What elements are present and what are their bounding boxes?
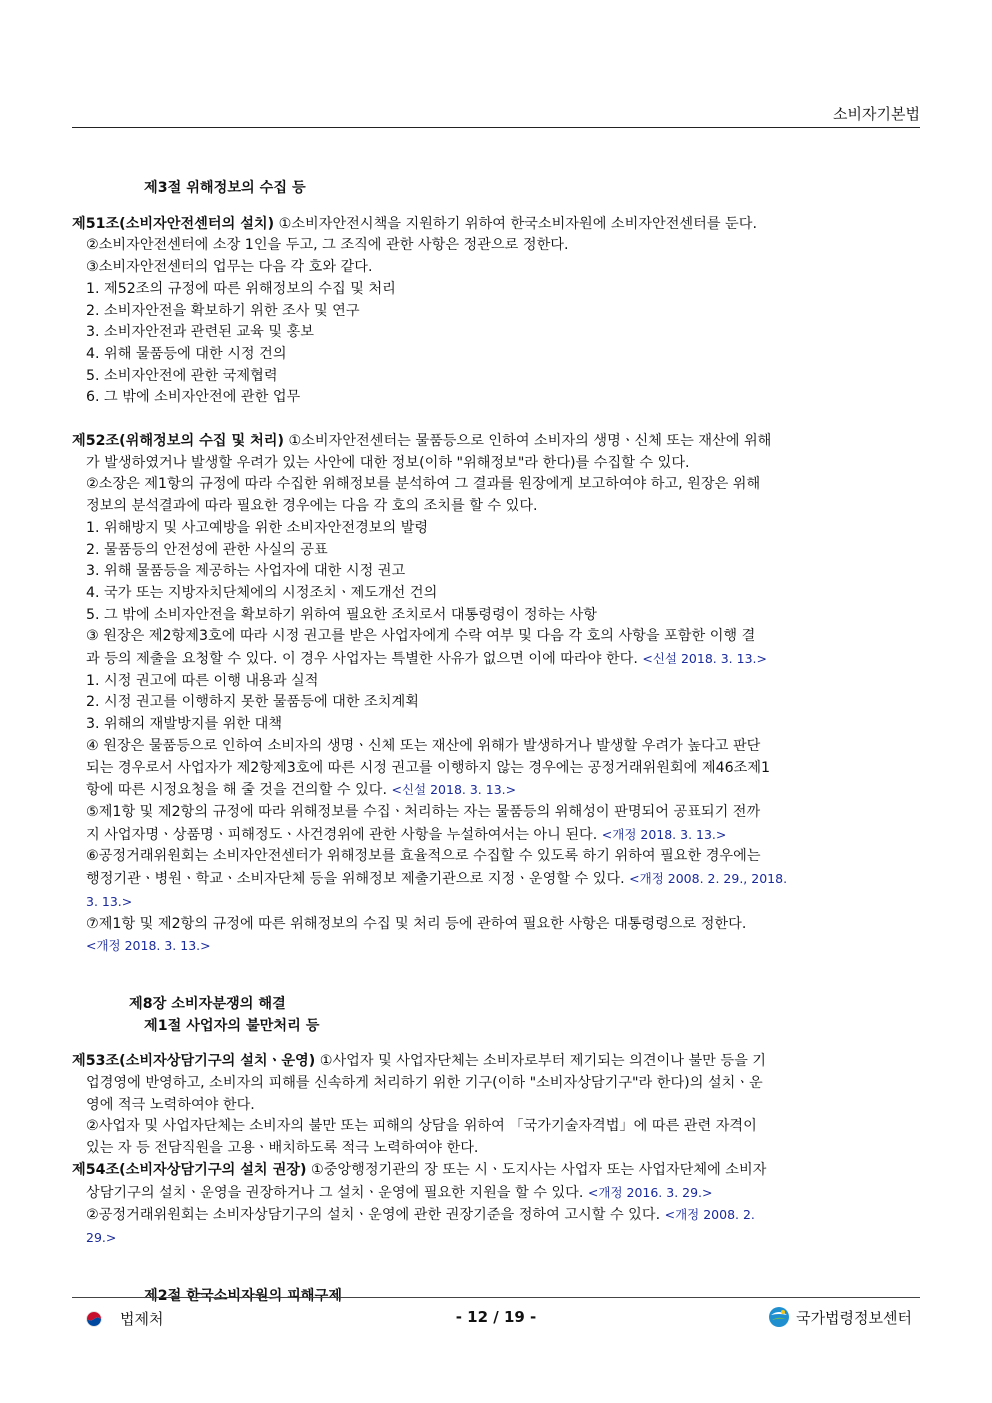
article-text: 3. 위해 물품등을 제공하는 사업자에 대한 시정 권고	[86, 563, 406, 580]
article-line	[72, 605, 920, 627]
article-text: 1. 시정 권고에 따른 이행 내용과 실적	[86, 672, 319, 689]
spacer	[72, 409, 920, 431]
article-text: 있는 자 등 전담직원을 고용ㆍ배치하도록 적극 노력하여야 한다.	[86, 1140, 479, 1157]
article-line	[72, 279, 920, 301]
article-line	[72, 1138, 920, 1160]
article-text: 4. 위해 물품등에 대한 시정 건의	[86, 345, 287, 362]
article-text: ②사업자 및 사업자단체는 소비자의 불만 또는 피해의 상담을 위하여 「국가기술자격법」에 따른 관련 자격이	[86, 1118, 757, 1135]
article-text: 1. 위해방지 및 사고예방을 위한 소비자안전경보의 발령	[86, 519, 429, 536]
article-text: 3. 소비자안전과 관련된 교육 및 홍보	[86, 324, 314, 341]
article	[72, 214, 920, 409]
footer-rule	[72, 1297, 920, 1298]
article-line	[72, 846, 920, 868]
article-text: ②소비자안전센터에 소장 1인을 두고, 그 조직에 관한 사항은 정관으로 정한다.	[86, 237, 569, 254]
article-text: 2. 소비자안전을 확보하기 위한 조사 및 연구	[86, 302, 360, 319]
amendment-note: 3. 13.>	[86, 893, 133, 909]
amendment-note: <개정 2018. 3. 13.>	[86, 938, 211, 954]
article-text: 정보의 분석결과에 따라 필요한 경우에는 다음 각 호의 조치를 할 수 있다.	[86, 498, 538, 515]
article-text: 지 사업자명ㆍ상품명ㆍ피해정도ㆍ사건경위에 관한 사항을 누설하여서는 아니 된다.	[86, 826, 602, 843]
amendment-note: <개정 2008. 2. 29., 2018.	[629, 871, 788, 887]
article-line	[72, 344, 920, 366]
article-line	[72, 1095, 920, 1117]
article-text: ①중앙행정기관의 장 또는 시ㆍ도지사는 사업자 또는 사업자단체에 소비자	[306, 1161, 767, 1178]
article-line	[72, 671, 920, 693]
article-text: 2. 시정 권고를 이행하지 못한 물품등에 대한 조치계획	[86, 694, 419, 711]
article-title: 제52조(위해정보의 수집 및 처리)	[72, 433, 284, 450]
article	[72, 1051, 920, 1160]
article-text: ⑦제1항 및 제2항의 규정에 따른 위해정보의 수집 및 처리 등에 관하여 필요한 사항은 대통령령으로 정한다.	[86, 915, 747, 932]
article-line	[72, 824, 920, 847]
article-line	[72, 1182, 920, 1205]
article-text: ①사업자 및 사업자단체는 소비자로부터 제기되는 의견이나 불만 등을 기	[315, 1053, 766, 1070]
article	[72, 431, 920, 958]
article-line	[72, 626, 920, 648]
spacer	[72, 958, 920, 980]
page-number: - 12 / 19 -	[455, 1308, 537, 1326]
article	[72, 1160, 920, 1250]
amendment-note: <신설 2018. 3. 13.>	[642, 651, 767, 667]
article-text: ③ 원장은 제2항제3호에 따라 시정 권고를 받은 사업자에게 수락 여부 및 다음 각 호의 사항을 포함한 이행 결	[86, 628, 756, 645]
spacer	[72, 200, 920, 214]
amendment-note: <개정 2018. 3. 13.>	[601, 826, 727, 842]
article-line	[72, 561, 920, 583]
spacer	[72, 980, 920, 994]
article-line	[72, 868, 920, 891]
page-header-title: 소비자기본법	[833, 105, 920, 123]
article-text: 5. 소비자안전에 관한 국제협력	[86, 367, 278, 384]
article-line	[72, 1227, 920, 1250]
footer-center-name: 국가법령정보센터	[796, 1308, 912, 1327]
section-heading: 제3절 위해정보의 수집 등	[144, 180, 306, 196]
article-text: 6. 그 밖에 소비자안전에 관한 업무	[86, 389, 301, 406]
article-text: 업경영에 반영하고, 소비자의 피해를 신속하게 처리하기 위한 기구(이하 "소비자상담기구"라 한다)의 설치ㆍ운	[86, 1075, 763, 1092]
article-line	[72, 301, 920, 323]
article-text: ④ 원장은 물품등으로 인하여 소비자의 생명ㆍ신체 또는 재산에 위해가 발생하거나 발생할 우려가 높다고 판단	[86, 737, 761, 754]
spacer	[72, 1037, 920, 1051]
article-text: 4. 국가 또는 지방자치단체에의 시정조치ㆍ제도개선 건의	[86, 584, 438, 601]
article-text: 3. 위해의 재발방지를 위한 대책	[86, 716, 283, 733]
article-line	[72, 257, 920, 279]
article-line	[72, 366, 920, 388]
article-line	[72, 322, 920, 344]
article-line	[72, 802, 920, 824]
article-title: 제51조(소비자안전센터의 설치)	[72, 215, 275, 232]
spacer	[72, 1250, 920, 1272]
article-text: 행정기관ㆍ병원ㆍ학교ㆍ소비자단체 등을 위해정보 제출기관으로 지정ㆍ운영할 수 있다.	[86, 871, 630, 888]
article-line	[72, 387, 920, 409]
article-text: 과 등의 제출을 요청할 수 있다. 이 경우 사업자는 특별한 사유가 없으면 이에 따라야 한다.	[86, 651, 643, 668]
article-text: 1. 제52조의 규정에 따른 위해정보의 수집 및 처리	[86, 280, 396, 297]
article-text: 5. 그 밖에 소비자안전을 확보하기 위하여 필요한 조치로서 대통령령이 정하는 사항	[86, 606, 597, 623]
amendment-note: <개정 2008. 2.	[664, 1207, 755, 1223]
amendment-note: <개정 2016. 3. 29.>	[587, 1184, 713, 1200]
article-title: 제53조(소비자상담기구의 설치ㆍ운영)	[72, 1053, 316, 1070]
page-footer	[72, 1302, 920, 1332]
article-line	[72, 1116, 920, 1138]
article-text: 영에 적극 노력하여야 한다.	[86, 1096, 255, 1113]
article-text: 2. 물품등의 안전성에 관한 사실의 공표	[86, 541, 328, 558]
article-line	[72, 779, 920, 802]
amendment-note: 29.>	[86, 1229, 117, 1245]
article-line	[72, 692, 920, 714]
document-body	[72, 178, 920, 1307]
footer-agency: 법제처	[120, 1310, 164, 1328]
article-title: 제54조(소비자상담기구의 설치 권장)	[72, 1161, 307, 1178]
article-line	[72, 431, 920, 453]
article-text: ②공정거래위원회는 소비자상담기구의 설치ㆍ운영에 관한 권장기준을 정하여 고시할 수 있다.	[86, 1207, 665, 1224]
globe-logo-icon	[768, 1306, 790, 1328]
article-line	[72, 648, 920, 671]
article-text: 되는 경우로서 사업자가 제2항제3호에 따른 시정 권고를 이행하지 않는 경우에는 공정거래위원회에 제46조제1	[86, 759, 771, 776]
amendment-note: <신설 2018. 3. 13.>	[391, 782, 517, 798]
footer-right	[768, 1306, 912, 1328]
section-heading: 제2절 한국소비자원의 피해구제	[144, 1287, 342, 1304]
section-heading: 제1절 사업자의 불만처리 등	[144, 1017, 320, 1034]
article-line	[72, 758, 920, 780]
article-text: ①소비자안전센터는 물품등으로 인하여 소비자의 생명ㆍ신체 또는 재산에 위해	[284, 433, 772, 450]
chapter-heading: 제8장 소비자분쟁의 해결	[129, 995, 286, 1012]
article-text: 가 발생하였거나 발생할 우려가 있는 사안에 대한 정보(이하 "위해정보"라 한다)를 수집할 수 있다.	[86, 454, 690, 471]
article-line	[72, 736, 920, 758]
article-line	[72, 1204, 920, 1227]
spacer	[72, 1272, 920, 1286]
article-line	[72, 714, 920, 736]
article-line	[72, 496, 920, 518]
article-text: ③소비자안전센터의 업무는 다음 각 호와 같다.	[86, 259, 373, 276]
article-line	[72, 1160, 920, 1182]
header-rule	[72, 127, 920, 128]
article-line	[72, 914, 920, 936]
article-text: 상담기구의 설치ㆍ운영을 권장하거나 그 설치ㆍ운영에 필요한 지원을 할 수 있다.	[86, 1184, 588, 1201]
article-line	[72, 214, 920, 236]
article-line	[72, 1073, 920, 1095]
article-line	[72, 474, 920, 496]
article-line	[72, 453, 920, 475]
article-text: ①소비자안전시책을 지원하기 위하여 한국소비자원에 소비자안전센터를 둔다.	[274, 215, 757, 232]
article-line	[72, 891, 920, 914]
article-text: ⑥공정거래위원회는 소비자안전센터가 위해정보를 효율적으로 수집할 수 있도록 하기 위하여 필요한 경우에는	[86, 848, 761, 865]
article-text: ②소장은 제1항의 규정에 따라 수집한 위해정보를 분석하여 그 결과를 원장에게 보고하여야 하고, 원장은 위해	[86, 476, 761, 493]
article-line	[72, 935, 920, 958]
article-line	[72, 518, 920, 540]
article-line	[72, 583, 920, 605]
article-text: ⑤제1항 및 제2항의 규정에 따라 위해정보를 수집ㆍ처리하는 자는 물품등의 위해성이 판명되어 공표되기 전까	[86, 803, 761, 820]
article-text: 항에 따른 시정요청을 해 줄 것을 건의할 수 있다.	[86, 782, 392, 799]
article-line	[72, 540, 920, 562]
article-line	[72, 1051, 920, 1073]
article-line	[72, 235, 920, 257]
